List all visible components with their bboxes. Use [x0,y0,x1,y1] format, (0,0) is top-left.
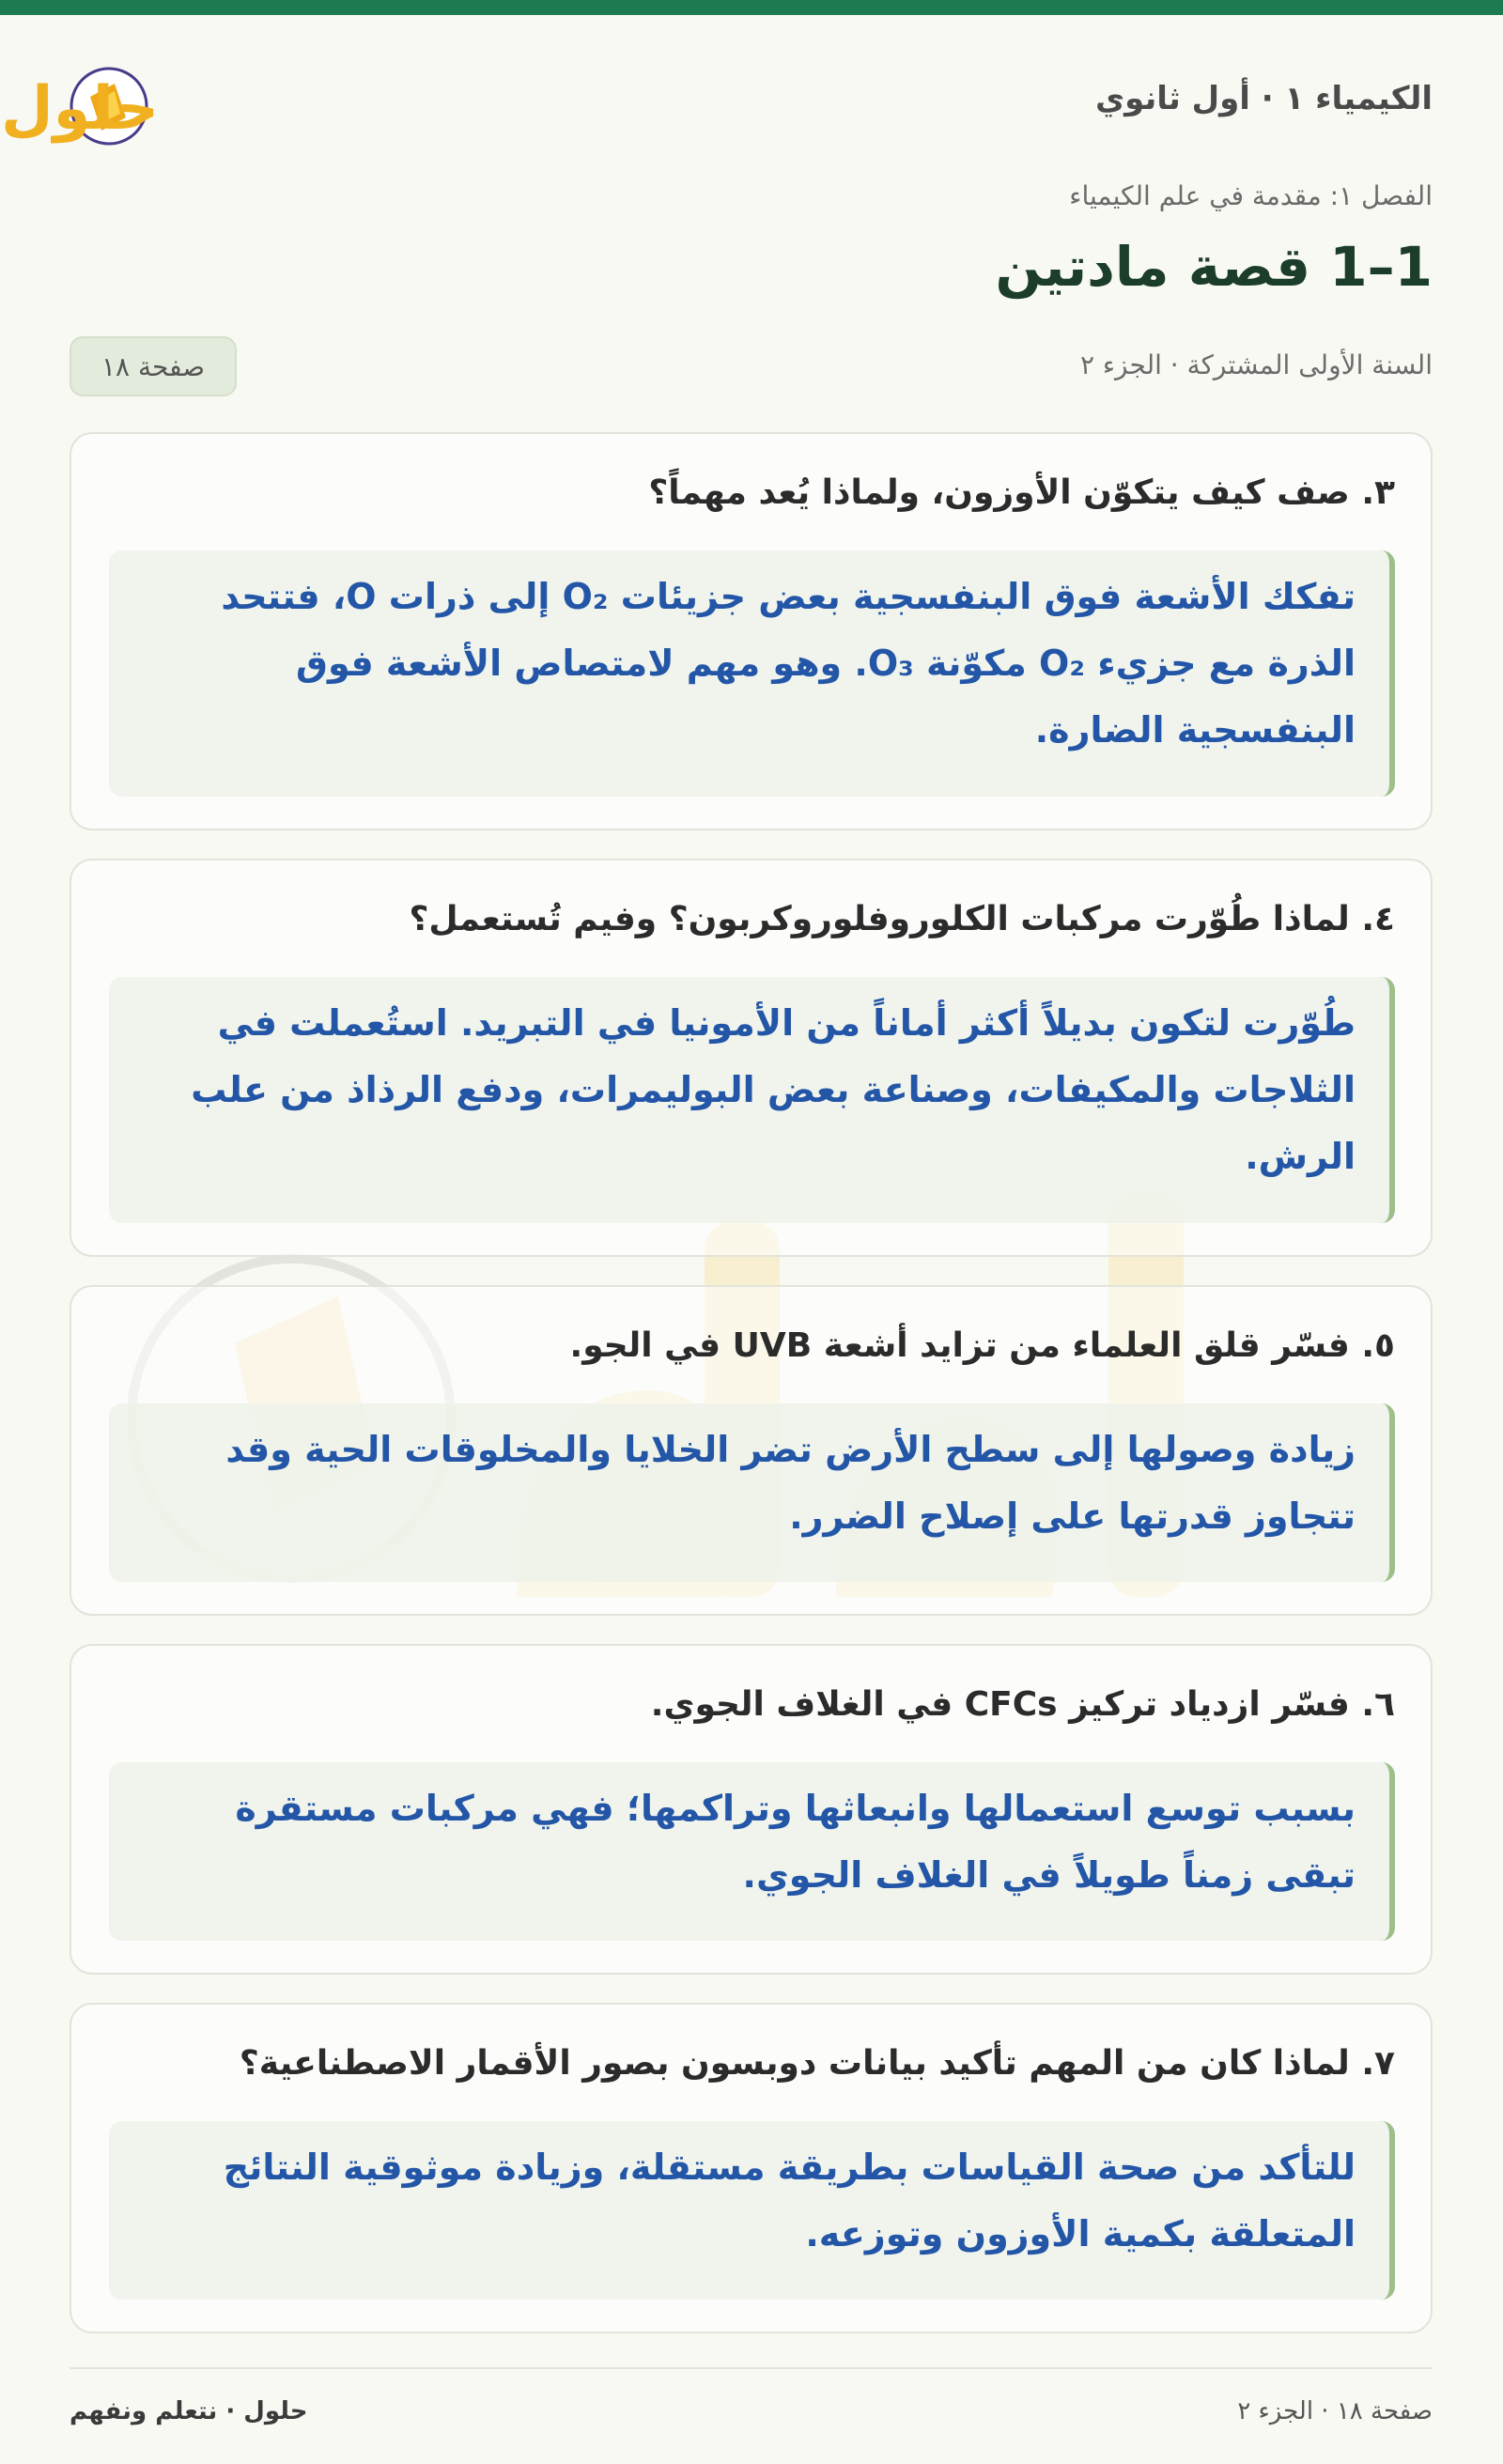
answer-line: تفكك الأشعة فوق البنفسجية بعض جزيئات O₂ إلى ذرات O، فتتحد [221,576,1356,617]
logo-text: حلول [1,74,159,144]
question-text: ٧. لماذا كان من المهم تأكيد بيانات دوبسون بصور الأقمار الاصطناعية؟ [239,2044,1395,2083]
answer-line: زيادة وصولها إلى سطح الأرض تضر الخلايا والمخلوقات الحية وقد [225,1429,1356,1470]
answer-box [109,1762,1395,1941]
answer-line: تتجاوز قدرتها على إصلاح الضرر. [789,1495,1356,1537]
question-card [70,2003,1433,2333]
question-text: ٦. فسّر ازدياد تركيز CFCs في الغلاف الجوي. [650,1685,1395,1724]
top-accent-bar [0,0,1503,15]
footer-divider [70,2367,1433,2369]
page-badge: صفحة ١٨ [70,336,237,396]
question-text: ٥. فسّر قلق العلماء من تزايد أشعة UVB في الجو. [569,1326,1395,1365]
question-card [70,859,1433,1257]
question-text: ٣. صف كيف يتكوّن الأوزون، ولماذا يُعد مهماً؟ [648,473,1395,512]
course-title: الكيمياء ١ · أول ثانوي [1095,80,1433,117]
page-header [1,52,1433,164]
footer-page-info: صفحة ١٨ · الجزء ٢ [1237,2397,1433,2425]
answer-line: بسبب توسع استعمالها وانبعاثها وتراكمها؛ فهي مركبات مستقرة [235,1788,1356,1829]
answer-line: الثلاجات والمكيفات، وصناعة بعض البوليمرات، ودفع الرذاذ من علب [191,1069,1356,1110]
answer-box [109,550,1395,797]
question-text: ٤. لماذا طُوّرت مركبات الكلوروفلوروكربون؟ وفيم تُستعمل؟ [409,900,1395,938]
question-card [70,1644,1433,1975]
course-meta: السنة الأولى المشتركة · الجزء ٢ [1079,349,1433,380]
answer-line: الرش. [1245,1136,1356,1177]
answer-line: الذرة مع جزيء O₂ مكوّنة O₃. وهو مهم لامتصاص الأشعة فوق [296,643,1356,684]
answer-line: البنفسجية الضارة. [1034,709,1356,751]
answer-box [109,977,1395,1223]
footer-brand: حلول · نتعلم ونفهم [70,2397,308,2425]
chapter-label: الفصل ١: مقدمة في علم الكيمياء [1069,180,1433,211]
answer-line: للتأكد من صحة القياسات بطريقة مستقلة، وزيادة موثوقية النتائج [223,2146,1356,2188]
question-card [70,432,1433,830]
answer-box [109,2121,1395,2300]
answer-line: طُوّرت لتكون بديلاً أكثر أماناً من الأمونيا في التبريد. استُعملت في [217,1002,1356,1044]
hulul-logo-icon [1,52,323,155]
question-card [70,1285,1433,1616]
answer-line: المتعلقة بكمية الأوزون وتوزعه. [805,2213,1356,2255]
answer-box [109,1403,1395,1582]
answer-line: تبقى زمناً طويلاً في الغلاف الجوي. [742,1854,1356,1896]
lesson-title: 1–1 قصة مادتين [995,235,1433,299]
